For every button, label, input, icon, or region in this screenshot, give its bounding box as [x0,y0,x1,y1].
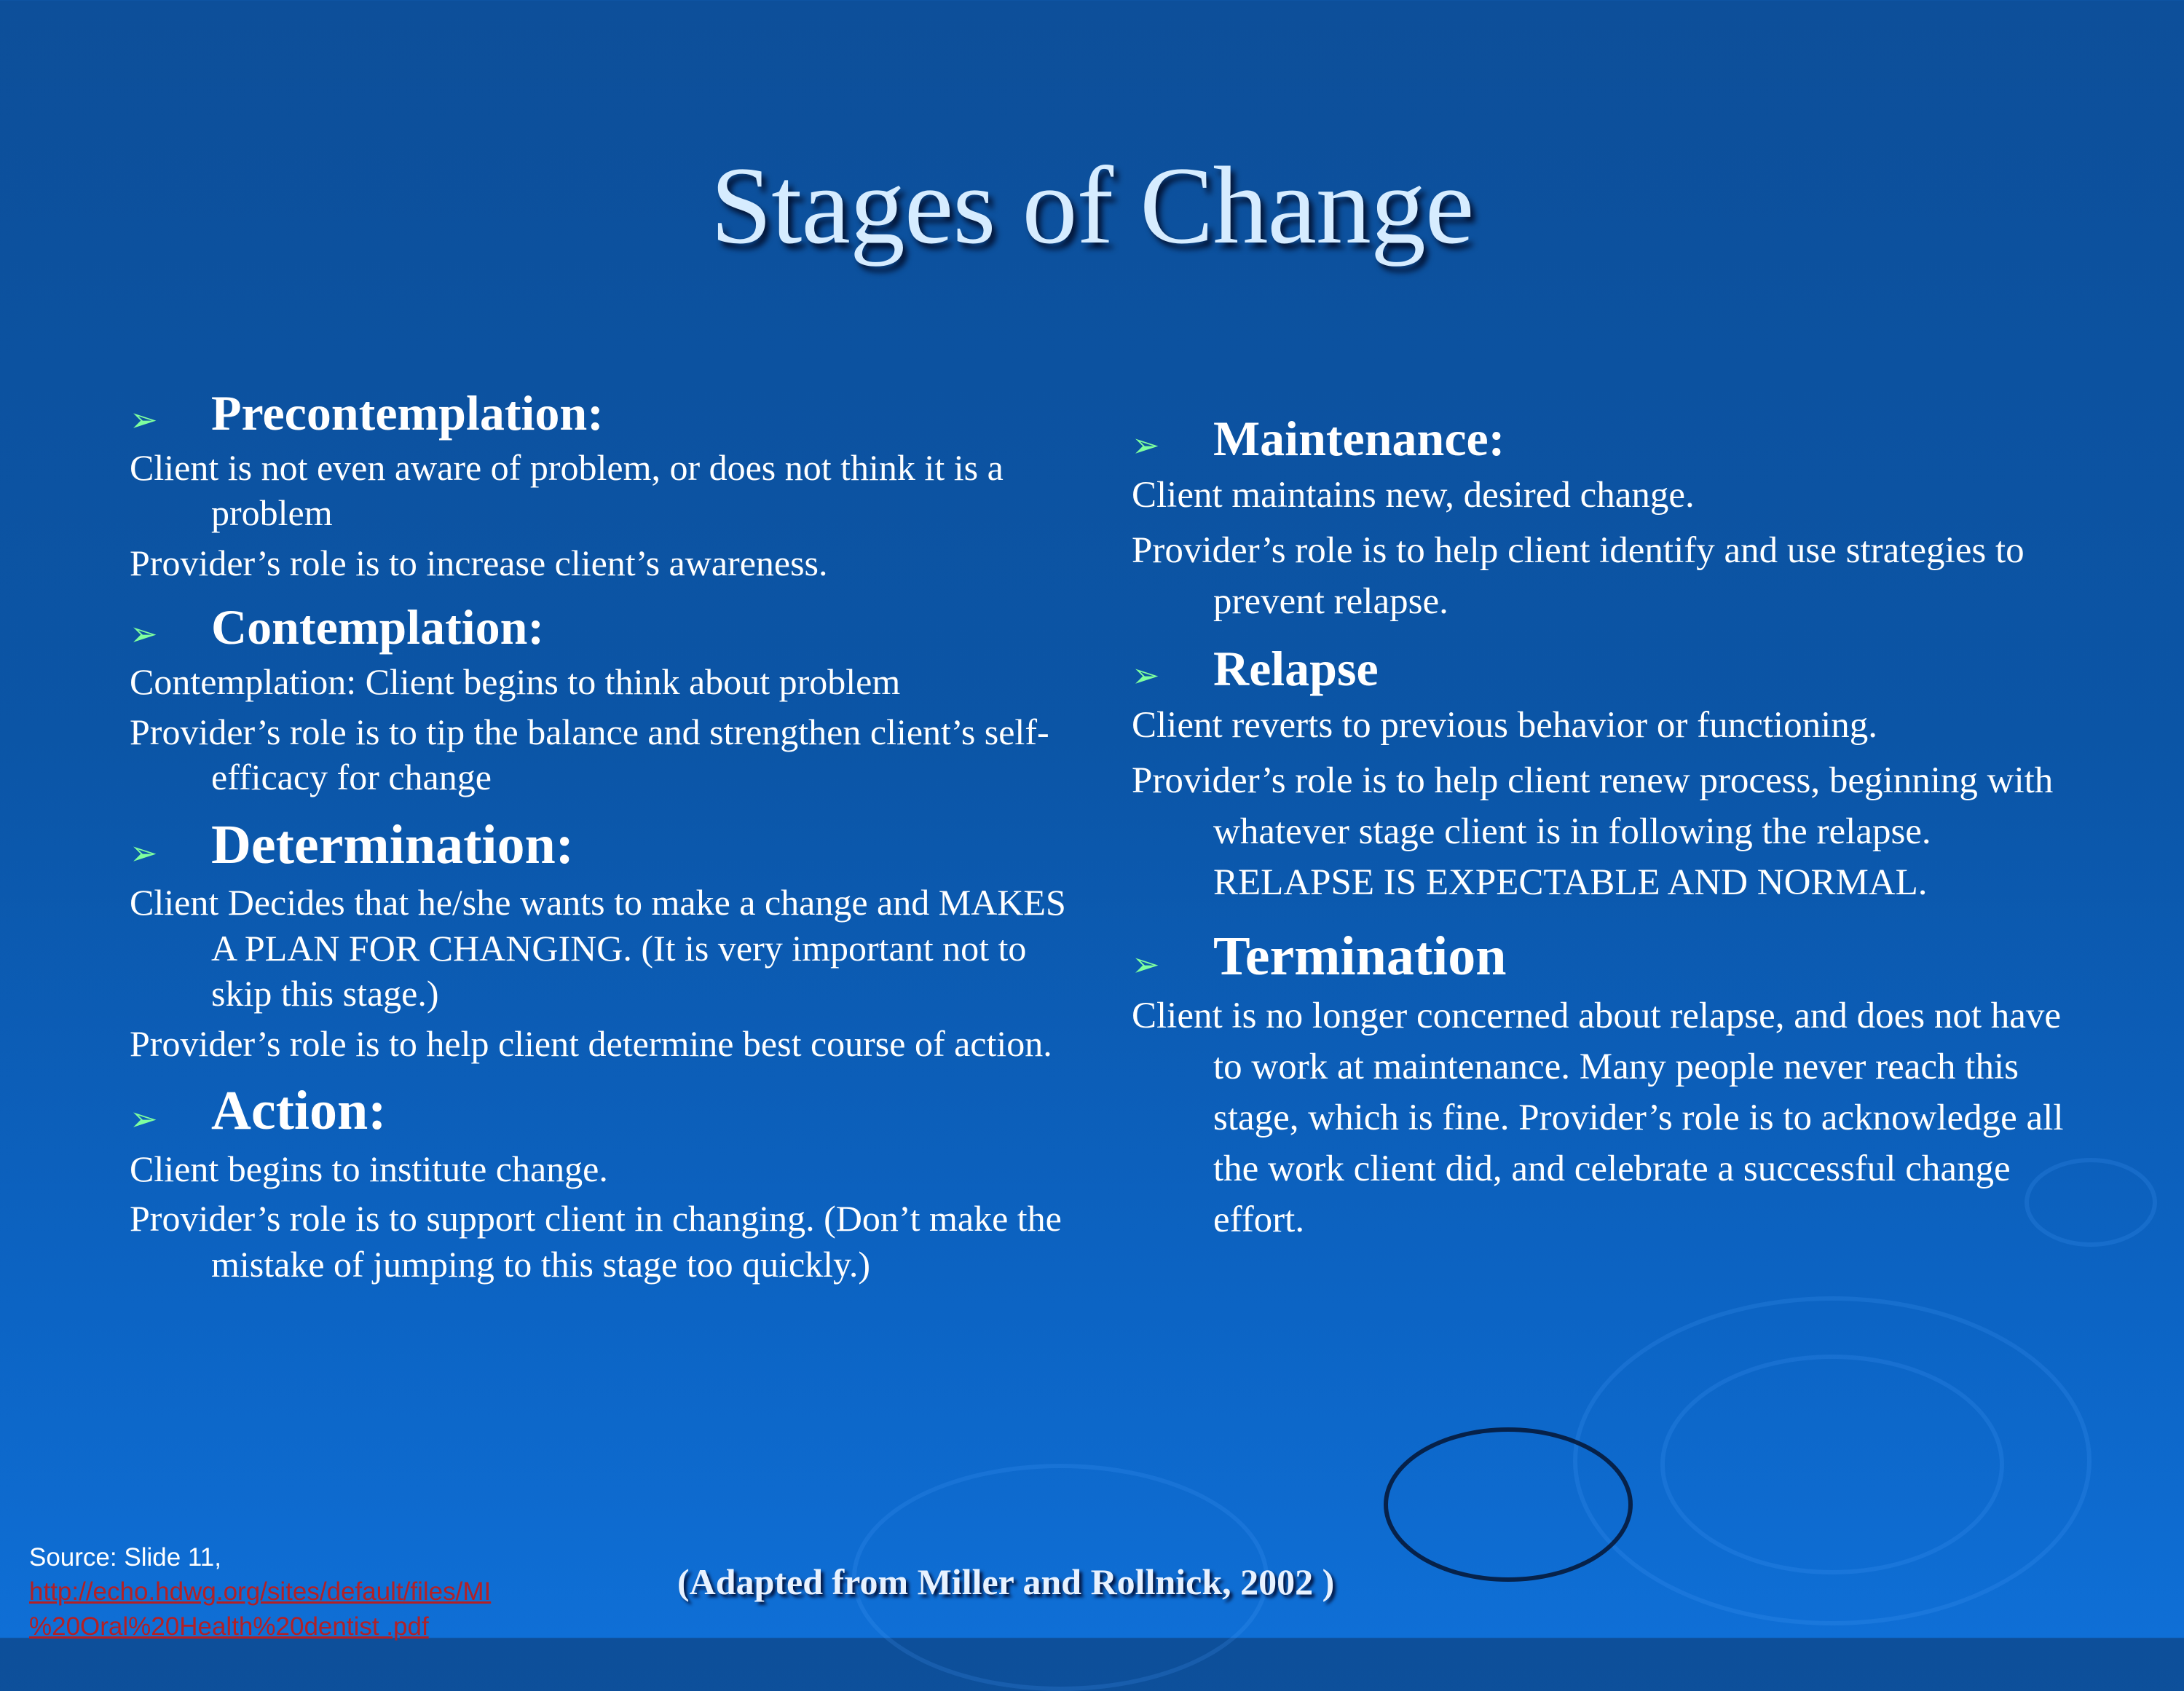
arrow-bullet-icon: ➢ [1132,657,1160,695]
source-link-line-1: http://echo.hdwg.org/sites/default/files/MI [29,1577,492,1607]
source-link-line-2: %20Oral%20Health%20dentist .pdf [29,1612,429,1641]
ripple-decoration [1384,1427,1633,1582]
source-label: Source: Slide 11, [29,1543,221,1572]
stage-description: Client reverts to previous behavior or functioning. [1132,705,1878,746]
stage-heading-determination: ➢ Determination: [130,813,575,875]
stage-description: Contemplation: Client begins to think about problem [130,661,901,703]
right-column [1132,411,2078,1246]
stage-heading-termination: ➢ Termination [1132,925,1507,987]
source-link[interactable] [29,1574,491,1644]
provider-role: Provider’s role is to help client determine best course of action. [130,1022,1052,1064]
left-column [130,386,1076,1287]
arrow-bullet-icon: ➢ [130,1100,158,1138]
stage-description: Client is not even aware of problem, or does not think it is a problem [130,446,1004,534]
stage-description: Client begins to institute change. [130,1148,608,1189]
arrow-bullet-icon: ➢ [130,834,158,872]
source-citation [29,1540,491,1644]
stage-description: Client Decides that he/she wants to make a change and MAKES A PLAN FOR CHANGING. (It is very important not to skip this stage.) [130,882,1066,1014]
stage-description: Client is no longer concerned about relapse, and does not have to work at maintenance. Many people never reach this stage, which is fine. Provider’s role is to acknowledge all the work client did, and celebrate a successful change effort. [1132,996,2064,1240]
slide-title: Stages of Change [710,144,1474,267]
arrow-bullet-icon: ➢ [1132,945,1160,983]
provider-role: Provider’s role is to increase client’s awareness. [130,542,828,583]
stage-heading-maintenance: ➢ Maintenance: [1132,411,1505,466]
stage-heading-contemplation: ➢ Contemplation: [130,599,545,655]
provider-role: Provider’s role is to help client identify and use strategies to prevent relapse. [1132,529,2025,622]
provider-role: Provider’s role is to help client renew process, beginning with whatever stage client is in following the relapse. RELAPSE IS EXPECTABLE AND NORMAL. [1132,760,2054,903]
stage-heading-precontemplation: ➢ Precontemplation: [130,385,604,441]
stage-heading-action: ➢ Action: [130,1080,387,1142]
provider-role: Provider’s role is to support client in changing. (Don’t make the mistake of jumping to this stage too quickly.) [130,1198,1062,1285]
ripple-decoration [1660,1355,2004,1574]
adapted-from-credit: (Adapted from Miller and Rollnick, 2002 ) [677,1561,1335,1602]
stage-description: Client maintains new, desired change. [1132,474,1695,516]
stage-heading-relapse: ➢ Relapse [1132,641,1379,697]
arrow-bullet-icon: ➢ [1132,427,1160,464]
provider-role: Provider’s role is to tip the balance and strengthen client’s self-efficacy for change [130,711,1049,798]
arrow-bullet-icon: ➢ [130,401,158,438]
arrow-bullet-icon: ➢ [130,615,158,653]
